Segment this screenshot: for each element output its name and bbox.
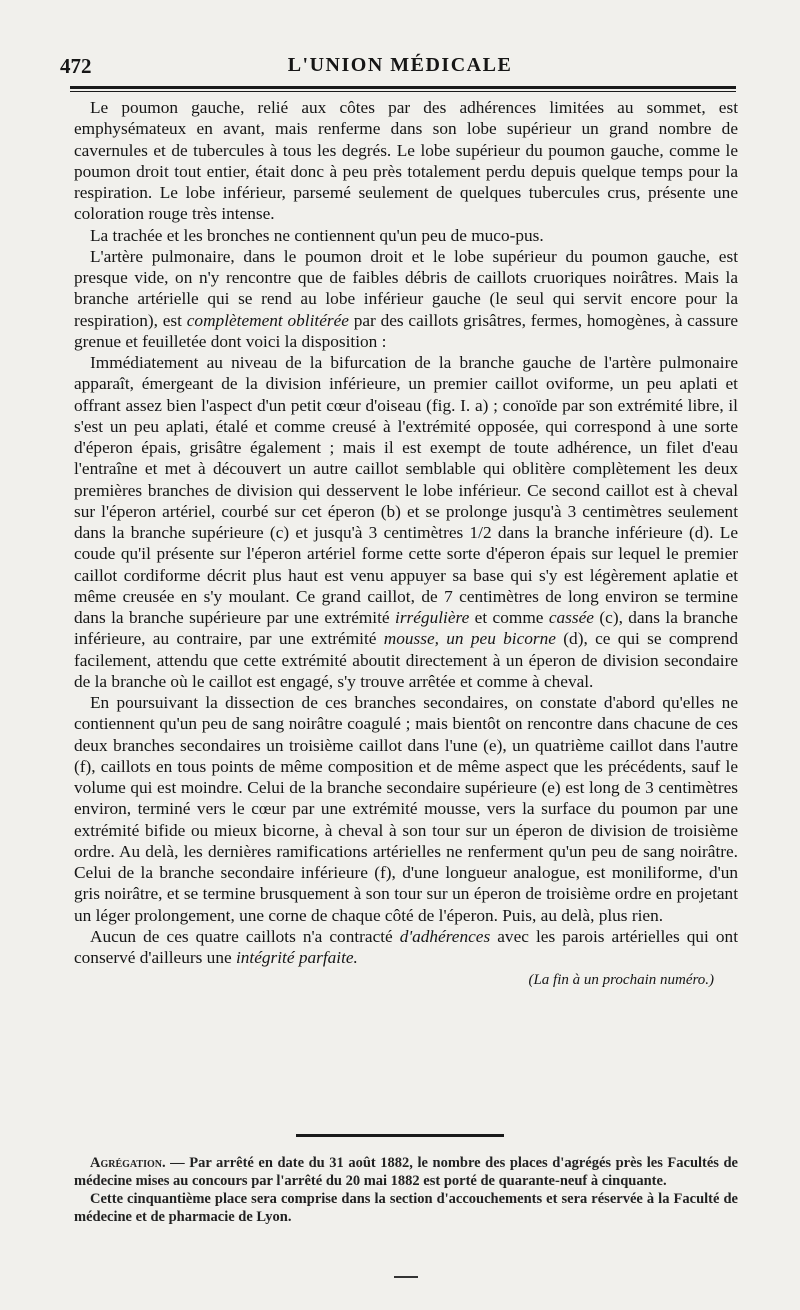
header-rule [70,86,736,89]
page-end-mark [394,1276,418,1278]
emphasis-text: intégrité parfaite. [235,948,358,967]
text-segment: et comme [474,608,544,627]
text-segment: avec les parois artérielles qui ont conservé d'ailleurs une [74,926,738,967]
text-segment: Aucun de ces quatre caillots n'a contracté [90,926,393,946]
paragraph-first-clot [74,352,738,692]
notice-paragraph [74,1154,738,1190]
paragraph-trachea: La trachée et les bronches ne contiennent qu'un peu de muco-pus. [90,225,544,245]
emphasis-text: mousse, un peu bicorne [383,629,556,649]
paragraph-secondary-branches: En poursuivant la dissection de ces branches secondaires, on constate d'abord qu'elles ne contiennent qu'un peu de sang noirâtre coagulé ; mais bientôt on rencontre dans chacune de ces deux branches secondaires un troisième caillot dans l'une (e), un quatrième caillot dans l'autre (f), caillots en tous points de même composition et de même aspect que les précédents, sauf le volume qui est moindre. Celui de la branche secondaire supérieure (e) est long de 3 centimètres environ, terminé vers le cœur par une extrémité mousse, vers la surface du poumon par une extrémité bifide ou mieux bicorne, à cheval à son tour sur un éperon de division de troisième ordre. Au delà, les dernières ramifications artérielles ne renferment qu'un peu de sang noirâtre. Celui de la branche secondaire inférieure (f), d'une longueur analogue, est moniliforme, d'un gris noirâtre, et se termine brusquement à son tour sur un éperon de troisième ordre en projetant un léger prolongement, une corne de chaque côté de l'éperon. Puis, au delà, plus rien. [74,693,738,925]
section-separator [296,1134,504,1137]
text-segment: L'artère pulmonaire, dans le poumon droit et le lobe supérieur du poumon gauche, est presque vide, on n'y rencontre que de faibles débris de caillots cruoriques noirâtres. Mais la branche artérielle qui se rend au lobe inférieur gauche (le seul qui servit encore pour la respiration), est [74,246,738,330]
page-number: 472 [60,54,92,78]
agregation-notice [74,1154,738,1226]
notice-text: — Par arrêté en date du 31 août 1882, le nombre des places d'agrégés près les Facultés de médecine mises au concours par l'arrêté du 20 mai 1882 est porté de quarante-neuf à cinquante. [74,1155,738,1189]
text-segment: par des caillots grisâtres, fermes, homogènes, à cassure grenue et feuilletée dont voici la disposition : [74,310,739,351]
continuation-note: (La fin à un prochain numéro.) [528,972,714,989]
text-segment: (c), dans la branche inférieure, au contraire, par une extrémité [74,608,738,649]
notice-paragraph-lyon: Cette cinquantième place sera comprise dans la section d'accouchements et sera réservée à la Faculté de médecine et de pharmacie de Lyon. [74,1191,738,1225]
emphasis-text: cassée [548,608,594,627]
journal-title: L'UNION MÉDICALE [287,54,513,76]
text-segment: Immédiatement au niveau de la bifurcation de la branche gauche de l'artère pulmonaire apparaît, émergeant de la division inférieure, un premier caillot oviforme, un peu aplati et offrant assez bien l'aspect d'un petit cœur d'oiseau (fig. I. a) ; conoïde par son extrémité libre, il s'est un peu aplati, étalé et comme creusé à l'extrémité opposée, qui correspond à une sorte d'éperon épais, grisâtre également ; mais il est exempt de toute adhérence, un filet d'eau l'entraîne et met à découvert un autre caillot semblable qui oblitère complètement les deux premières branches de division qui desservent le lobe inférieur. Ce second caillot est à cheval sur l'éperon artériel, courbé sur cet éperon (b) et se prolonge jusqu'à 3 centimètres seulement dans la branche supérieure (c) et jusqu'à 3 centimètres 1/2 dans la branche inférieure (d). Le coude qu'il présente sur l'éperon artériel forme cette sorte d'éperon épais sur lequel le premier caillot cordiforme décrit plus haut est venu appuyer sa base qui s'y est légèrement aplatie et même creusée en s'y moulant. Ce grand caillot, de 7 centimètres de long environ se termine dans la branche supérieure par une extrémité [74,353,738,627]
text-segment: (d), ce qui se comprend facilement, attendu que cette extrémité aboutit directement à un éperon de division secondaire de la branche où le caillot est engagé, s'y trouve arrêtée et comme à cheval. [74,629,738,691]
running-header [60,50,740,82]
paragraph-pulmonary-artery [74,246,738,352]
paragraph-left-lung: Le poumon gauche, relié aux côtes par des adhérences limitées au sommet, est emphysémateux en avant, mais renferme dans son lobe supérieur un grand nombre de cavernules et de tubercules à tous les degrés. Le lobe supérieur du poumon gauche, comme le poumon droit tout entier, était donc à peu près totalement perdu depuis quelque temps pour la respiration. Le lobe inférieur, parsemé seulement de quelques tubercules crus, présente une coloration rouge très intense. [74,98,738,224]
emphasis-text: irrégulière [395,608,470,627]
emphasis-text: complètement oblitérée [186,310,349,330]
header-rule-thin [70,91,736,92]
paragraph-adhesions [74,926,738,969]
notice-label: Agrégation. [90,1155,166,1171]
emphasis-text: d'adhérences [399,926,491,946]
article-body [74,97,738,992]
